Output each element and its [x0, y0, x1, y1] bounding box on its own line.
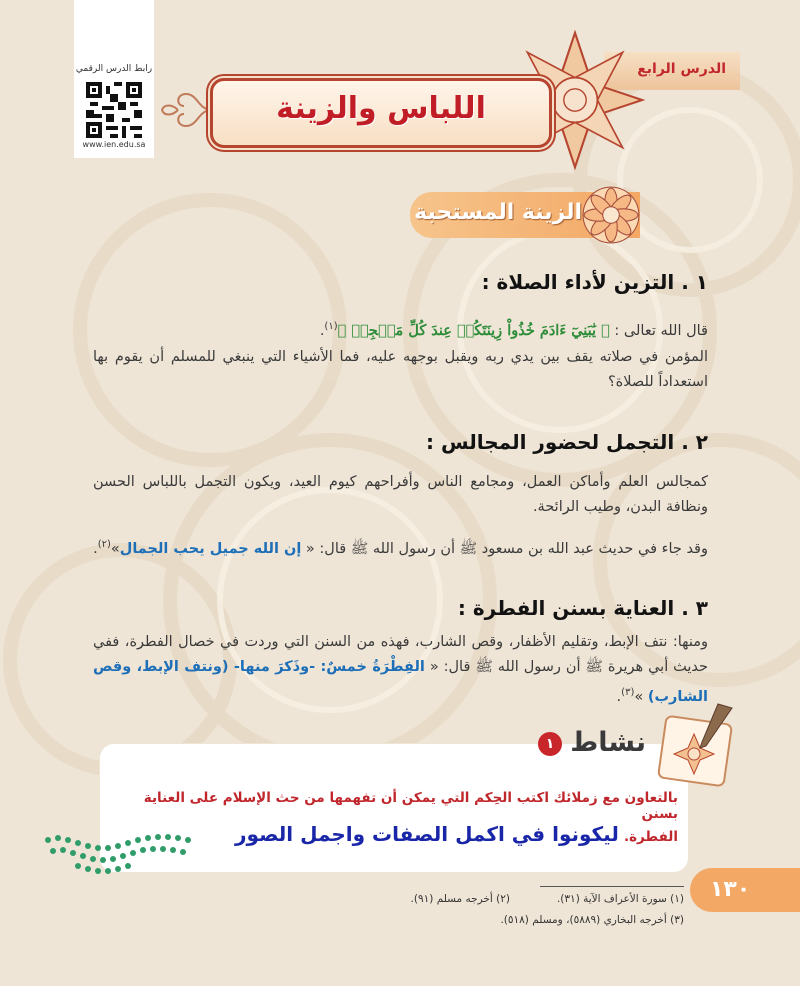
activity-prompt: بالتعاون مع زملائك اكتب الحِكم التي يمكن أن تفهمها من حث الإسلام على العناية بسنن — [143, 790, 678, 822]
scroll-ornament-icon — [158, 84, 214, 136]
qr-card[interactable] — [74, 0, 154, 158]
item-1-verse-line: قال الله تعالى : ﴿ يَٰبَنِيٓ ءَادَمَ خُذُواْ زِينَتَكُمۡ عِندَ كُلِّ مَسۡجِدٖ ﴾$^{(١)}$. — [319, 321, 708, 339]
item-1-paragraph: المؤمن في صلاته يقف بين يدي ربه ويقبل بوجهه عليه، فما الأشياء التي ينبغي للمسلم أن يقوم بها استعداداً للصلاة؟ — [93, 349, 708, 390]
item-1-heading: ١ . التزين لأداء الصلاة : — [481, 270, 708, 294]
footnote-ref-1: (١) — [324, 321, 338, 332]
page-number-tab — [690, 868, 800, 912]
hadith-close: » — [110, 540, 120, 557]
item-2-hadith-line: وقد جاء في حديث عبد الله بن مسعود ﷺ أن رسول الله ﷺ قال: « إن الله جميل يحب الجمال»$^{(٢)}$. — [93, 539, 708, 557]
lesson-title: اللباس والزينة — [276, 91, 486, 126]
section-title: الزينة المستحبة — [414, 200, 582, 225]
hadith-close: » — [634, 688, 644, 705]
item-2-heading: ٢ . التجمل لحضور المجالس : — [426, 430, 708, 454]
qr-code-icon[interactable] — [86, 82, 142, 138]
activity-number-badge: ١ — [538, 732, 562, 756]
qr-url[interactable]: www.ien.edu.sa — [82, 140, 146, 149]
hadith-intro: وقد جاء في حديث عبد الله بن مسعود ﷺ أن رسول الله ﷺ قال: « — [305, 540, 708, 557]
footnote-1: (١) سورة الأعراف الآية (٣١). — [556, 893, 684, 905]
qr-label: رابط الدرس الرقمي — [75, 64, 153, 74]
quill-pen-icon — [648, 700, 744, 788]
footnote-divider — [540, 886, 684, 887]
item-3-heading: ٣ . العناية بسنن الفطرة : — [457, 596, 708, 620]
title-banner — [210, 78, 552, 148]
activity-prompt-end: الفطرة. — [623, 829, 678, 845]
lesson-label: الدرس الرابع — [637, 61, 726, 77]
hadith-text: إن الله جميل يحب الجمال — [119, 540, 302, 557]
item-3-text: ومنها: نتف الإبط، وتقليم الأظفار، وقص الشارب، فهذه من السنن التي وردت في خصال الفطرة، ففي حديث أبي هريرة ﷺ أن رسول الله ﷺ قال: « — [93, 634, 709, 675]
activity-answer-line — [116, 822, 678, 846]
footnote-2: (٢) أخرجه مسلم (٩١). — [410, 893, 510, 905]
ministry-logo-icon — [38, 826, 198, 876]
activity-answer[interactable]: ليكونوا في اكمل الصفات واجمل الصور — [235, 822, 619, 846]
footnote-ref-3: (٣) — [621, 687, 635, 698]
item-3-paragraph: ومنها: نتف الإبط، وتقليم الأظفار، وقص الشارب، فهذه من السنن التي وردت في خصال الفطرة، ففي حديث أبي هريرة ﷺ أن رسول الله ﷺ قال: « الفِطْرَةُ خمسٌ: -وذَكرَ منها- (ونتف الإبط، وقص الشارب) »$^{(٣)}$. — [93, 634, 709, 705]
page-number: ١٣٠ — [710, 877, 751, 902]
verse-intro: قال الله تعالى : — [614, 322, 708, 339]
footnote-3: (٣) أخرجه البخاري (٥٨٨٩)، ومسلم (٥١٨). — [500, 914, 684, 926]
footnote-ref-2: (٢) — [97, 539, 111, 550]
rosette-ornament-icon — [580, 184, 642, 246]
item-2-paragraph: كمجالس العلم وأماكن العمل، ومجامع الناس وأفراحهم كيوم العيد، ويكون التجمل باللباس الحسن ونظافة البدن، وطيب الرائحة. — [93, 474, 708, 515]
quran-verse: ﴿ يَٰبَنِيٓ ءَادَمَ خُذُواْ زِينَتَكُمۡ عِندَ كُلِّ مَسۡجِدٖ ﴾ — [337, 321, 610, 339]
activity-title: نشاط — [570, 727, 646, 758]
hadith-text: الفِطْرَةُ خمسٌ: -وذَكرَ منها- (ونتف الإبط، وقص الشارب) — [93, 659, 708, 705]
